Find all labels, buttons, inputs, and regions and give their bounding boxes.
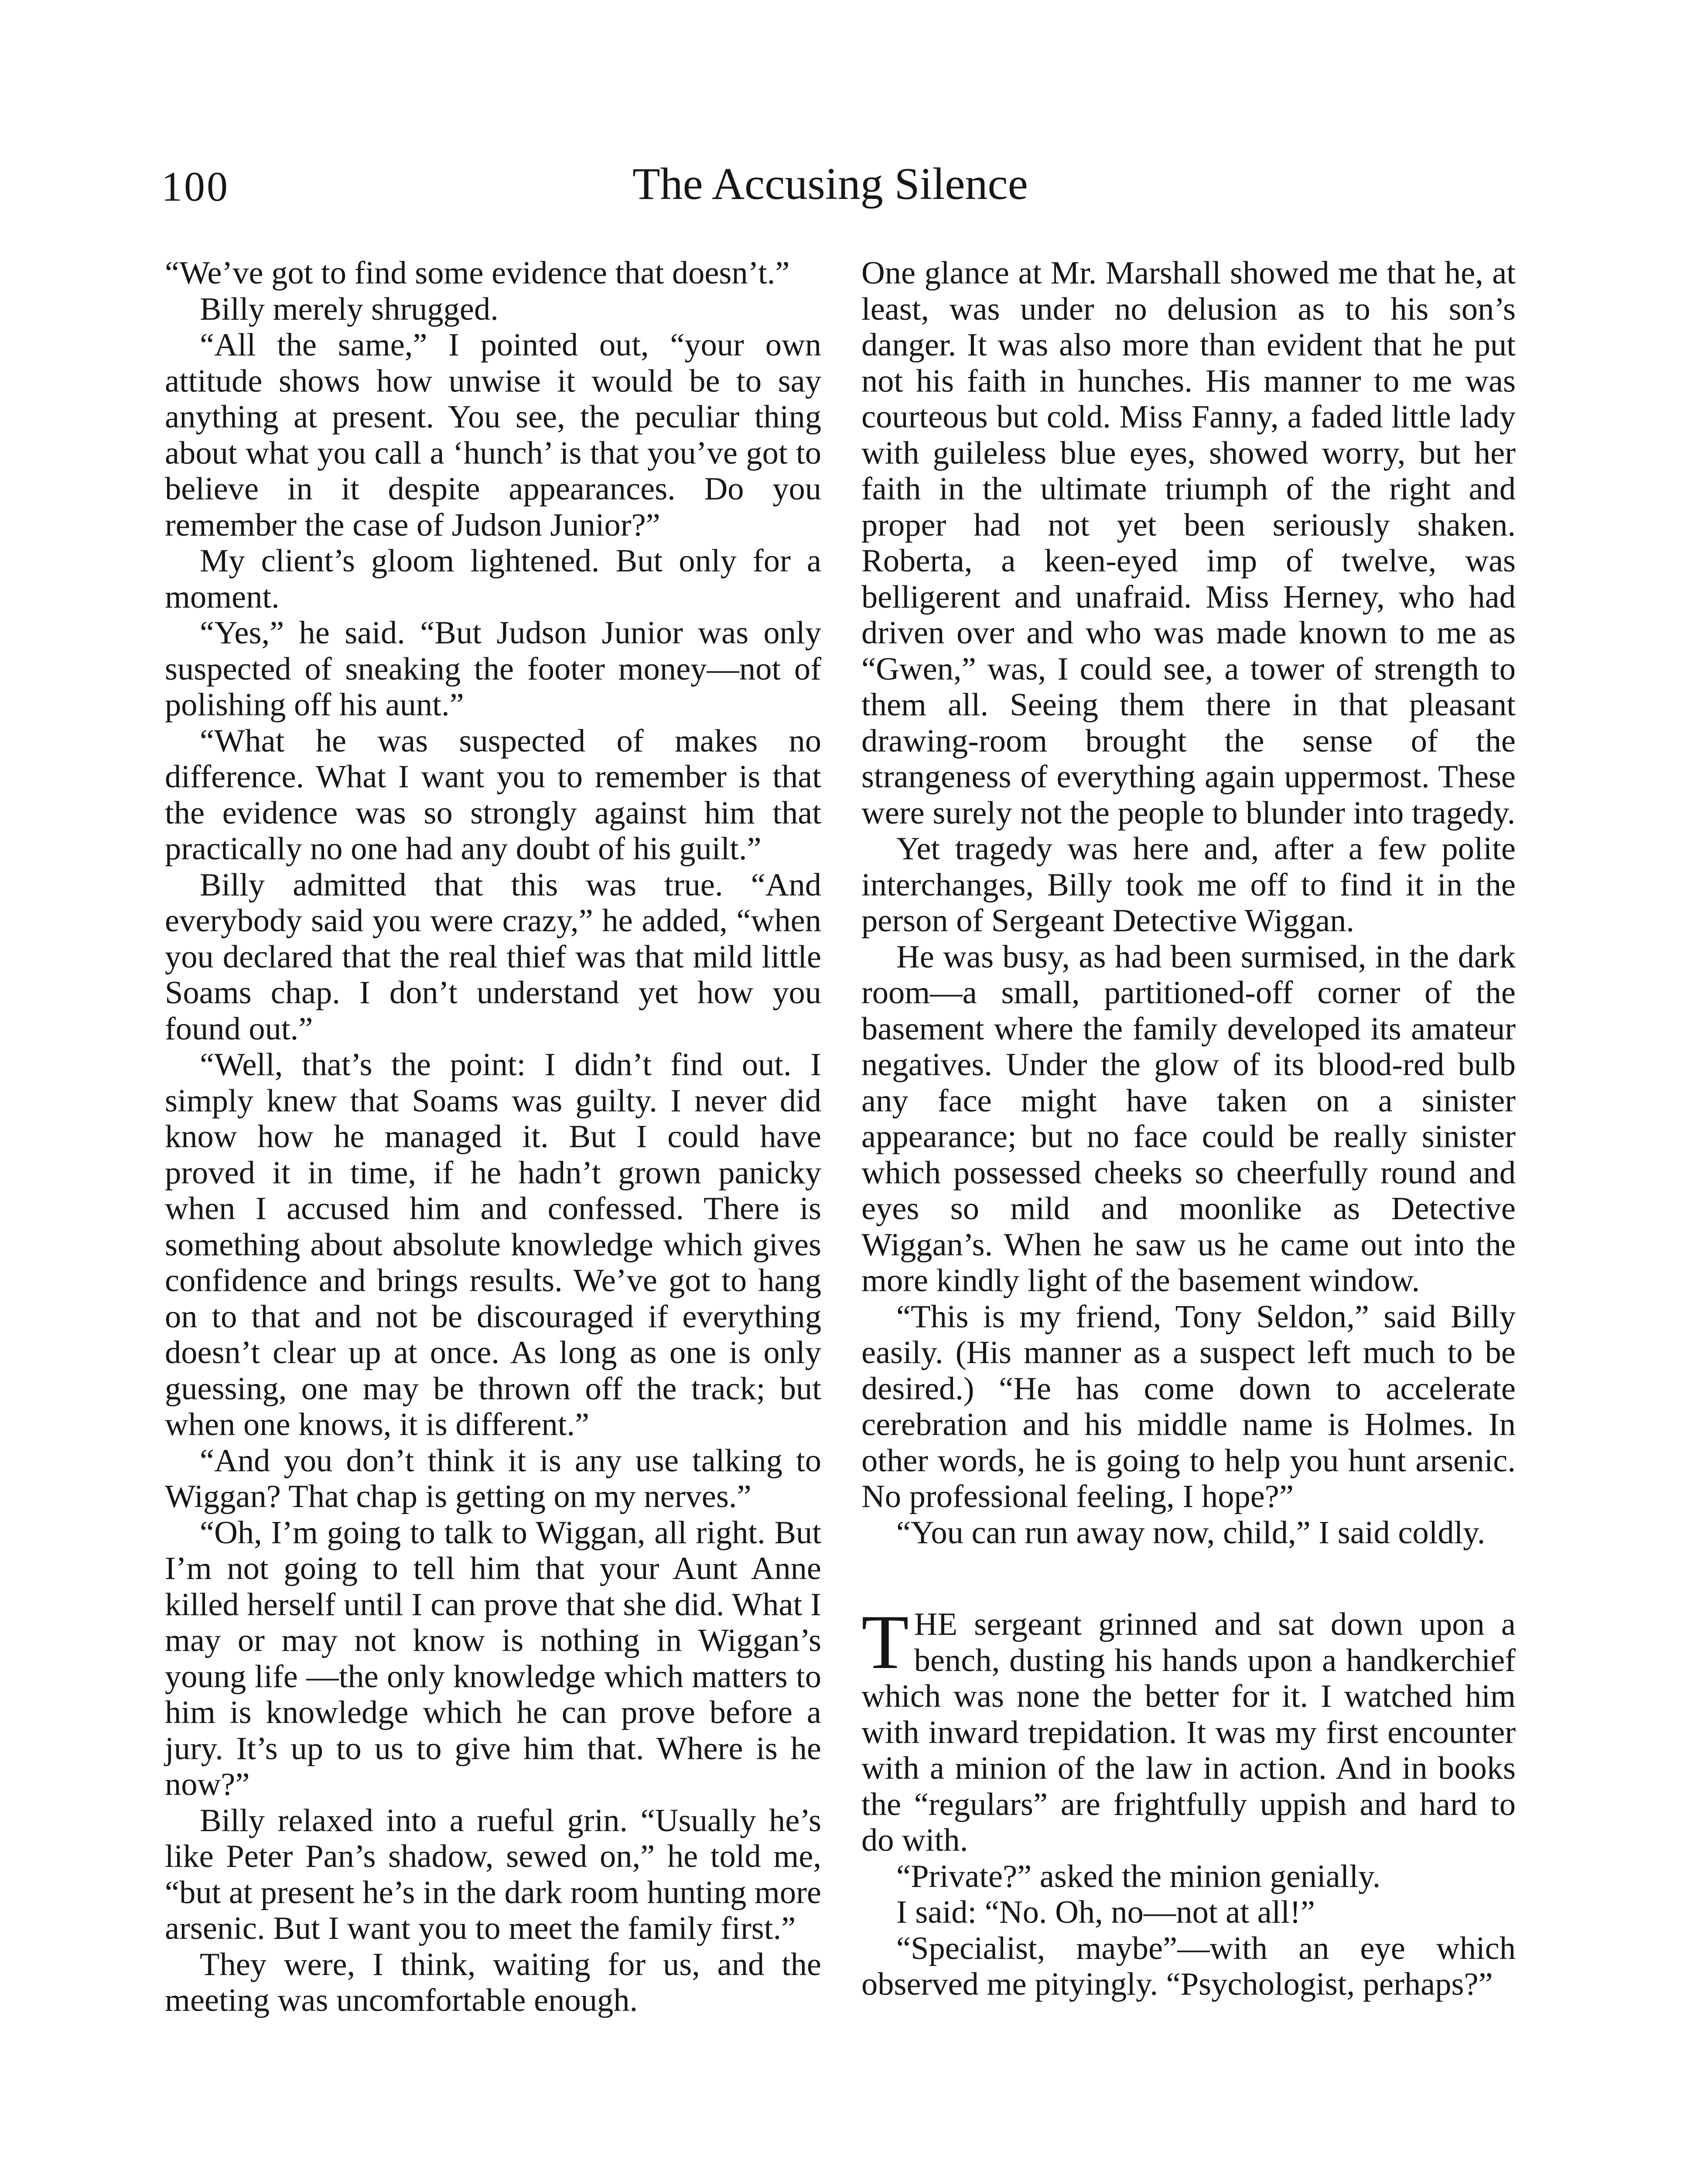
paragraph: They were, I think, waiting for us, and the meeting was uncomfortable enough. xyxy=(165,1946,821,2018)
page-number: 100 xyxy=(161,163,229,210)
paragraph: Billy admitted that this was true. “And everybody said you were crazy,” he added, “when you declared that the real thief was that mild little Soams chap. I don’t understand yet how you found out.” xyxy=(165,867,821,1047)
paragraph: “Oh, I’m going to talk to Wiggan, all right. But I’m not going to tell him that your Aunt Anne killed herself until I can prove that she did. What I may or may not know is nothing in Wiggan’s young life —the only knowledge which matters to him is knowledge which he can prove before a jury. It’s up to us to give him that. Where is he now?” xyxy=(165,1514,821,1802)
left-column xyxy=(165,255,821,2019)
paragraph: “Private?” asked the minion genially. xyxy=(896,1858,1381,1894)
paragraph: “You can run away now, child,” I said coldly. xyxy=(896,1514,1486,1551)
paragraph: “All the same,” I pointed out, “your own attitude shows how unwise it would be to say anything at present. You see, the peculiar thing about what you call a ‘hunch’ is that you’ve got to believe in it despite appearances. Do you remember the case of Judson Junior?” xyxy=(165,327,821,543)
paragraph: My client’s gloom lightened. But only for a moment. xyxy=(165,543,821,615)
paragraph: “What he was suspected of makes no difference. What I want you to remember is that the evidence was so strongly against him that practically no one had any doubt of his guilt.” xyxy=(165,723,821,867)
running-title: The Accusing Silence xyxy=(632,159,1028,209)
section-opening-text: HE sergeant grinned and sat down upon a bench, dusting his hands upon a handkerchief which was none the better for it. I watched him with inward trepidation. It was my first encounter with a minion of the law in action. And in books the “regulars” are frightfully uppish and hard to do with. xyxy=(861,1607,1516,1858)
section-opening-paragraph xyxy=(861,1599,1516,1859)
paragraph: I said: “No. Oh, no—not at all!” xyxy=(896,1894,1315,1930)
section-break xyxy=(861,1551,1516,1607)
paragraph: He was busy, as had been surmised, in the dark room—a small, partitioned-off corner of the basement where the family developed its amateur negatives. Under the glow of its blood-red bulb any face might have taken on a sinister appearance; but no face could be really sinister which possessed cheeks so cheerfully round and eyes so mild and moonlike as Detective Wiggan’s. When he saw us he came out into the more kindly light of the basement window. xyxy=(861,939,1516,1299)
paragraph: “Yes,” he said. “But Judson Junior was only suspected of sneaking the footer money—not of polishing off his aunt.” xyxy=(165,615,821,723)
drop-cap: T xyxy=(861,1599,909,1685)
paragraph: “And you don’t think it is any use talking to Wiggan? That chap is getting on my nerves.” xyxy=(165,1443,821,1514)
paragraph: Billy relaxed into a rueful grin. “Usually he’s like Peter Pan’s shadow, sewed on,” he told me, “but at present he’s in the dark room hunting more arsenic. But I want you to meet the family first.” xyxy=(165,1802,821,1946)
paragraph: “This is my friend, Tony Seldon,” said Billy easily. (His manner as a suspect left much to be desired.) “He has come down to accelerate cerebration and his middle name is Holmes. In other words, he is going to help you hunt arsenic. No professional feeling, I hope?” xyxy=(861,1299,1516,1514)
paragraph: “Well, that’s the point: I didn’t find out. I simply knew that Soams was guilty. I never did know how he managed it. But I could have proved it in time, if he hadn’t grown panicky when I accused him and confessed. There is something about absolute knowledge which gives confidence and brings results. We’ve got to hang on to that and not be discouraged if everything doesn’t clear up at once. As long as one is only guessing, one may be thrown off the track; but when one knows, it is different.” xyxy=(165,1047,821,1443)
paragraph: “We’ve got to find some evidence that doesn’t.” xyxy=(165,255,790,291)
paragraph: Billy merely shrugged. xyxy=(200,291,499,327)
paragraph: “Specialist, maybe”—with an eye which observed me pityingly. “Psychologist, perhaps?” xyxy=(861,1930,1516,2002)
right-column xyxy=(861,255,1516,2003)
paragraph: One glance at Mr. Marshall showed me that he, at least, was under no delusion as to his son’s danger. It was also more than evident that he put not his faith in hunches. His manner to me was courteous but cold. Miss Fanny, a faded little lady with guileless blue eyes, showed worry, but her faith in the ultimate triumph of the right and proper had not yet been seriously shaken. Roberta, a keen-eyed imp of twelve, was belligerent and unafraid. Miss Herney, who had driven over and who was made known to me as “Gwen,” was, I could see, a tower of strength to them all. Seeing them there in that pleasant drawing-room brought the sense of the strangeness of everything again uppermost. These were surely not the people to blunder into tragedy. xyxy=(861,255,1516,831)
paragraph: Yet tragedy was here and, after a few polite interchanges, Billy took me off to find it in the person of Sergeant Detective Wiggan. xyxy=(861,831,1516,939)
